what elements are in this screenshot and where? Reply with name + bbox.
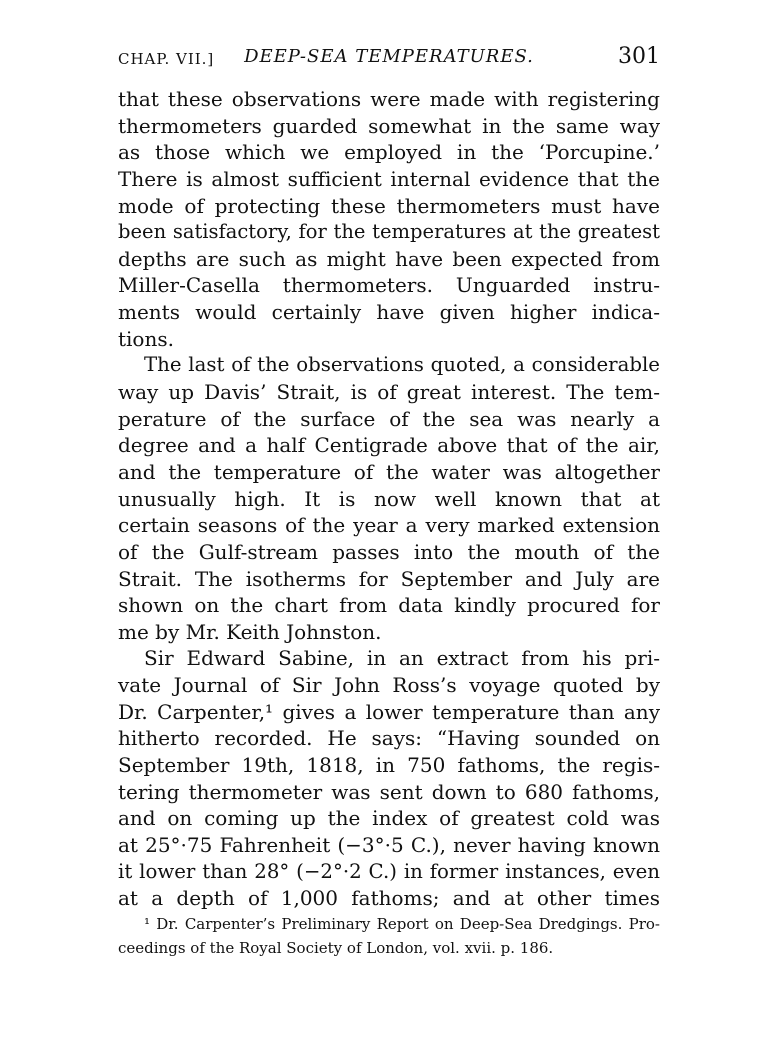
text-line: it lower than 28° (−2°·2 C.) in former instances, even (118, 859, 660, 883)
footnote-line: ceedings of the Royal Society of London, vol. xvii. p. 186. (118, 939, 554, 957)
text-line: ments would certainly have given higher indica- (118, 300, 660, 325)
text-line: vate Journal of Sir John Ross’s voyage quoted by (118, 673, 660, 698)
paragraph-start: Sir Edward Sabine, in an extract from his pri- (144, 646, 660, 671)
text-line: depths are such as might have been expected from (118, 246, 660, 271)
text-line: at 25°·75 Fahrenheit (−3°·5 C.), never having known (118, 832, 660, 857)
text-line: tions. (118, 326, 174, 351)
text-line: me by Mr. Keith Johnston. (118, 619, 382, 644)
text-line: perature of the surface of the sea was nearly a (118, 406, 660, 431)
text-line: as those which we employed in the ‘Porcupine.’ (118, 140, 660, 165)
text-line: There is almost sufficient internal evidence that the (118, 166, 660, 191)
text-line: and on coming up the index of greatest cold was (118, 806, 660, 831)
page-number: 301 (618, 44, 660, 69)
footnotes (118, 912, 660, 960)
text-line: shown on the chart from data kindly procured for (118, 593, 660, 618)
text-line: certain seasons of the year a very marked extension (118, 513, 660, 538)
text-line: Miller-Casella thermometers. Unguarded instru- (118, 273, 660, 298)
text-line: Dr. Carpenter,¹ gives a lower temperature than any (118, 699, 660, 724)
text-line: thermometers guarded somewhat in the same way (118, 113, 660, 138)
text-line: September 19th, 1818, in 750 fathoms, the regis- (118, 753, 660, 778)
running-title: DEEP-SEA TEMPERATURES. (244, 46, 534, 67)
text-line: tering thermometer was sent down to 680 fathoms, (118, 779, 660, 804)
text-line: and the temperature of the water was altogether (118, 459, 660, 484)
text-line: been satisfactory, for the temperatures at the greatest (118, 220, 660, 244)
text-line: that these observations were made with registering (118, 87, 660, 111)
text-line: degree and a half Centigrade above that of the air, (118, 433, 660, 458)
text-line: of the Gulf-stream passes into the mouth of the (118, 539, 660, 564)
text-line: mode of protecting these thermometers must have (118, 193, 660, 218)
text-line: way up Davis’ Strait, is of great interest. The tem- (118, 380, 660, 405)
body-text (118, 86, 660, 912)
text-line: at a depth of 1,000 fathoms; and at other times (118, 886, 660, 911)
chapter-label: CHAP. VII.] (118, 50, 215, 68)
text-line: unusually high. It is now well known that at (118, 486, 660, 511)
text-line: Strait. The isotherms for September and July are (118, 566, 660, 591)
text-line: hitherto recorded. He says: “Having sounded on (118, 726, 660, 751)
paragraph-start: The last of the observations quoted, a considerable (144, 353, 660, 377)
footnote-line: ¹ Dr. Carpenter’s Preliminary Report on Deep-Sea Dredgings. Pro- (144, 915, 660, 933)
running-header (118, 46, 660, 80)
